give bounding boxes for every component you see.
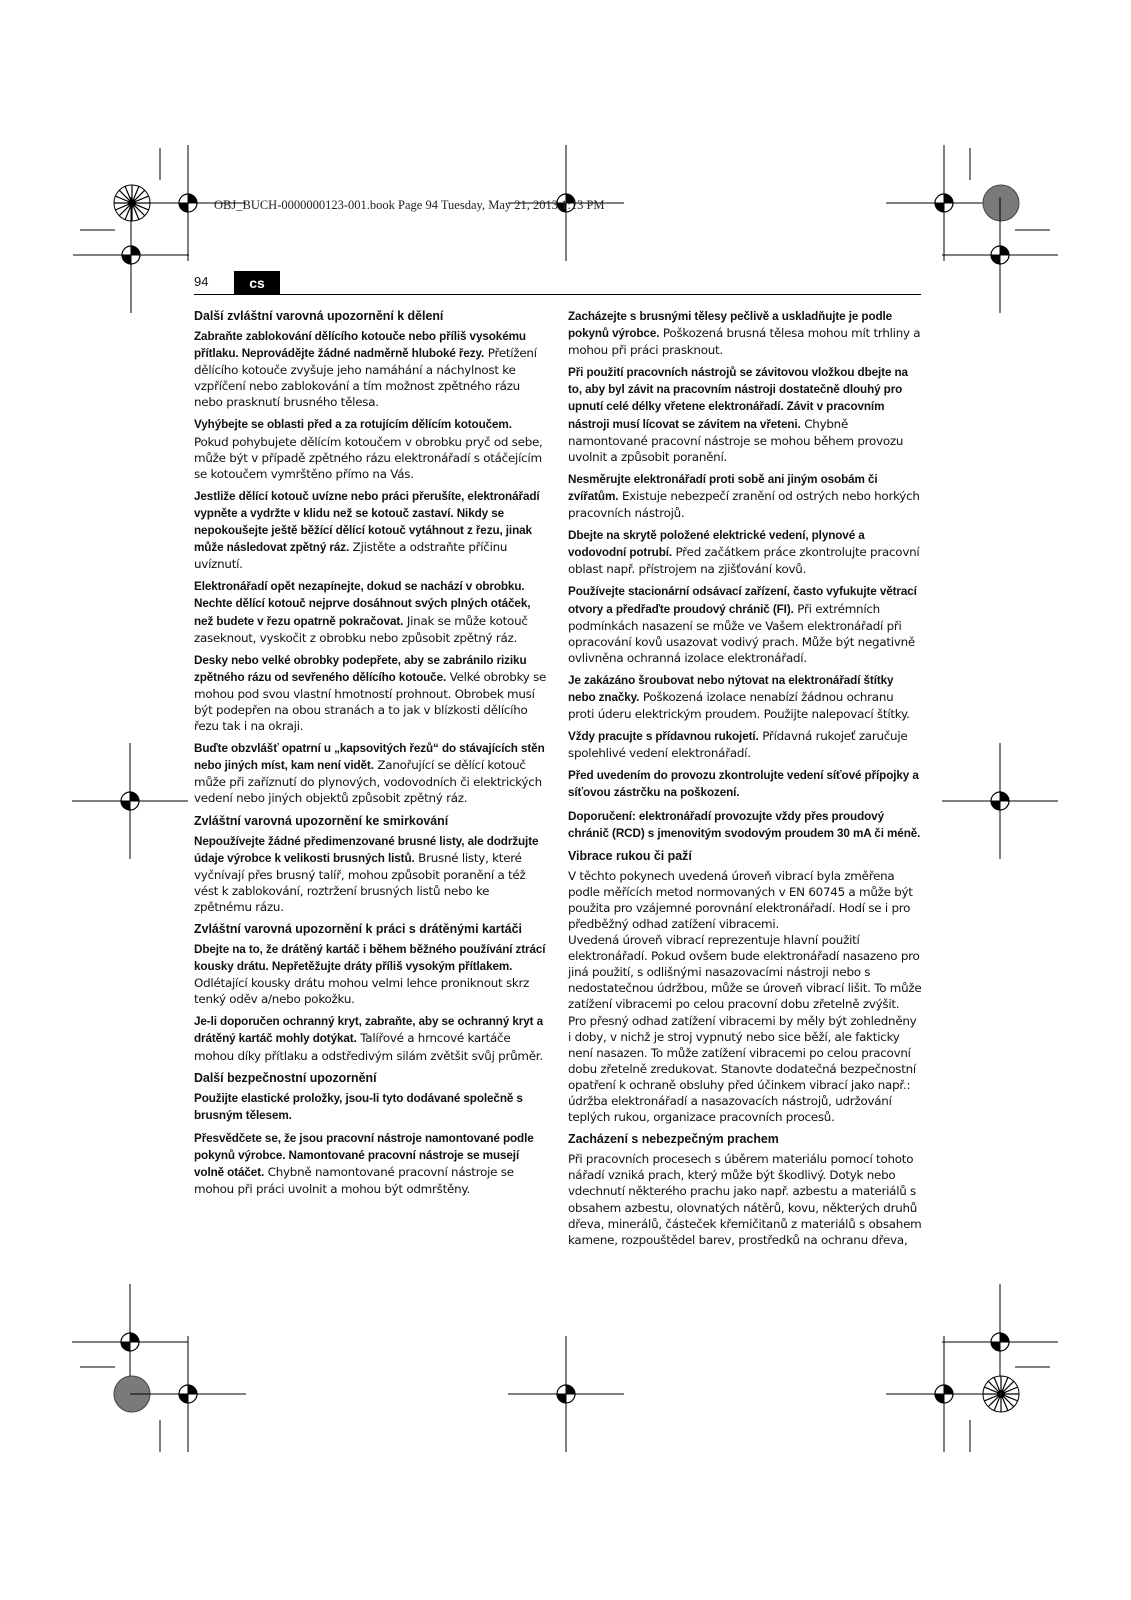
paragraph: Nepoužívejte žádné předimenzované brusné listy, ale dodržujte údaje výrobce k velikosti brusných listů. Brusné listy, které vyčnívají přes brusný talíř, mohou způsobit poranění a též vést k zablokování, roztržení brusných listů nebo ke zpětnému rázu. [194,834,539,914]
paragraph: Přesvědčete se, že jsou pracovní nástroje namontované podle pokynů výrobce. Namontované pracovní nástroje se musejí volně otáčet. Chybně namontované pracovní nástroje se mohou při práci uvolnit a mohou být odmrštěny. [194,1131,534,1197]
paragraph: Zabraňte zablokování dělícího kotouče nebo příliš vysokému přítlaku. Neprovádějte žádné nadměrně hluboké řezy. Přetížení dělícího kotouče zvyšuje jeho namáhání a náchylnost ke vzpříčení nebo zablokování a tím možnost zpětného rázu nebo prasknutí brusného tělesa. [194,330,537,410]
file-info-header: OBJ_BUCH-0000000123-001.book Page 94 Tuesday, May 21, 2013 1:13 PM [214,198,605,212]
paragraph: Uvedená úroveň vibrací reprezentuje hlavní použití elektronářadí. Pokud ovšem bude elektronářadí nasazeno pro jiná použití, s odlišnými nasazovacími nástroji nebo s nedostatečnou údržbou, může se úroveň vibrací lišit. To může zatížení vibracemi po celou pracovní dobu zřetelně zvýšit. [568,933,922,1012]
language-badge: cs [234,271,280,295]
paragraph: Je zakázáno šroubovat nebo nýtovat na elektronářadí štítky nebo značky. Poškozená izolace nenabízí žádnou ochranu proti úderu elektrickým proudem. Použijte nalepovací štítky. [568,673,910,722]
section-title: Další bezpečnostní upozornění [194,1069,377,1085]
paragraph: Pro přesný odhad zatížení vibracemi by měly být zohledněny i doby, v nichž je stroj vypnutý nebo sice běží, ale fakticky není nasazen. To může zatížení vibracemi po celou pracovní dobu zřetelně zredukovat. Stanovte dodatečná bezpečnostní opatření k ochraně obsluhy před účinkem vibrací jako např.: údržba elektronářadí a nasazovacích nástrojů, udržování teplých rukou, organizace pracovních procesů. [568,1013,917,1125]
paragraph: Doporučení: elektronářadí provozujte vždy přes proudový chránič (RCD) s jmenovitým svodovým proudem 30 mA či méně. [568,809,921,840]
right-column [568,308,922,1254]
page-number: 94 [194,274,209,289]
section-title: Zvláštní varovná upozornění ke smirkování [194,812,449,828]
section-title: Zacházení s nebezpečným prachem [568,1131,779,1147]
paragraph: Vždy pracujte s přídavnou rukojetí. Přídavná rukojeť zaručuje spolehlivé vedení elektronářadí. [568,729,908,761]
paragraph: Elektronářadí opět nezapínejte, dokud se nachází v obrobku. Nechte dělící kotouč nejprve dosáhnout svých plných otáček, než budete v řezu opatrně pokračovat. Jinak se může kotouč zaseknout, vyskočit z obrobku nebo způsobit zpětný ráz. [194,580,531,645]
section-title: Vibrace rukou či paží [568,847,692,863]
paragraph: Vyhýbejte se oblasti před a za rotujícím dělícím kotoučem. Pokud pohybujete dělícím kotoučem v obrobku pryč od sebe, může být v případě zpětného rázu elektronářadí s otáčejícím se kotoučem vymrštěno přímo na Vás. [194,418,543,481]
paragraph: Používejte stacionární odsávací zařízení, často vyfukujte větrací otvory a předřaďte proudový chránič (FI). Při extrémních podmínkách nasazení se může ve Vašem elektronářadí při opracování kovů usazovat vodivý prach. Může být negativně ovlivněna ochranná izolace elektronářadí. [568,585,917,665]
section-title: Další zvláštní varovná upozornění k dělení [194,308,444,323]
paragraph: V těchto pokynech uvedená úroveň vibrací byla změřena podle měřících metod normovaných v EN 60745 a může být použita pro vzájemné porovnání elektronářadí. Hodí se i pro předběžný odhad zatížení vibracemi. [568,868,913,931]
section-title: Zvláštní varovná upozornění k práci s drátěnými kartáči [194,921,522,936]
paragraph: Nesměrujte elektronářadí proti sobě ani jiným osobám či zvířatům. Existuje nebezpečí zranění od ostrých nebo horkých pracovních nástrojů. [568,472,920,521]
header-rule [194,294,921,295]
paragraph: Dbejte na skrytě položené elektrické vedení, plynové a vodovodní potrubí. Před začátkem práce zkontrolujte pracovní oblast např. přístrojem na zjišťování kovů. [568,529,920,577]
paragraph: Desky nebo velké obrobky podepřete, aby se zabránilo riziku zpětného rázu od sevřeného dělícího kotouče. Velké obrobky se mohou pod svou vlastní hmotností prohnout. Obrobek musí být podepřen na obou stranách a to jak v blízkosti dělícího řezu tak i na okraji. [194,653,547,734]
paragraph: Dbejte na to, že drátěný kartáč i během běžného používání ztrácí kousky drátu. Nepřetěžujte dráty příliš vysokým přítlakem. Odlétající kousky drátu mohou velmi lehce proniknout skrz tenký oděv a/nebo pokožku. [194,943,546,1007]
paragraph: Buďte obzvlášť opatrní u „kapsovitých řezů“ do stávajících stěn nebo jiných míst, kam není vidět. Zanořující se dělící kotouč může při zaříznutí do plynových, vodovodních či elektrických vedení nebo jiných objektů způsobit zpětný ráz. [194,742,545,806]
left-column [194,308,548,1203]
paragraph: Použijte elastické proložky, jsou-li tyto dodávané společně s brusným tělesem. [194,1091,523,1122]
paragraph: Je-li doporučen ochranný kryt, zabraňte, aby se ochranný kryt a drátěný kartáč mohly dotýkat. Talířové a hrncové kartáče mohou díky přítlaku a odstředivým silám zvětšit svůj průměr. [194,1015,543,1063]
paragraph: Jestliže dělící kotouč uvízne nebo práci přerušíte, elektronářadí vypněte a vydržte v klidu než se kotouč zastaví. Nikdy se nepokoušejte ještě běžící dělící kotouč vytáhnout z řezu, jinak může následovat zpětný ráz. Zjistěte a odstraňte příčinu uvíznutí. [194,489,540,572]
paragraph: Při pracovních procesech s úběrem materiálu pomocí tohoto nářadí vzniká prach, který může být škodlivý. Dotyk nebo vdechnutí některého prachu jako např. azbestu a materiálů s obsahem azbestu, olovnatých nátěrů, kovu, některých druhů dřeva, minerálů, částeček křemičitanů z materiálů s obsahem kamene, rozpouštědel barev, prostředků na ochranu dřeva, [568,1152,922,1247]
paragraph: Zacházejte s brusnými tělesy pečlivě a uskladňujte je podle pokynů výrobce. Poškozená brusná tělesa mohou mít trhliny a mohou při práci prasknout. [568,310,921,358]
paragraph: Při použití pracovních nástrojů se závitovou vložkou dbejte na to, aby byl závit na pracovním nástroji dostatečně dlouhý pro upnutí celé délky vřetene elektronářadí. Závit v pracovním nástroji musí lícovat se závitem na vřeteni. Chybně namontované pracovní nástroje se mohou během provozu uvolnit a způsobit poranění. [568,366,908,464]
paragraph: Před uvedením do provozu zkontrolujte vedení síťové přípojky a síťovou zástrčku na poškození. [568,769,919,800]
